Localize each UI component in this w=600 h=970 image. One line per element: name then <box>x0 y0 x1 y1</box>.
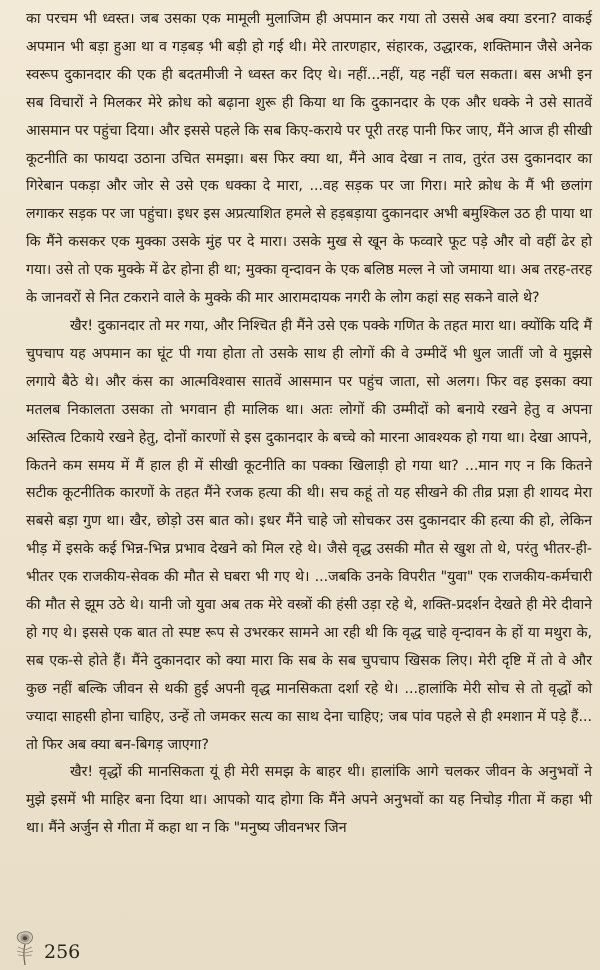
paragraph-1: का परचम भी ध्वस्त। जब उसका एक मामूली मुलाजिम ही अपमान कर गया तो उससे अब क्या डरना? वाकई अपमान भी बड़ा हुआ था व गड़बड़ भी बड़ी हो गई थी। मेरे तारणहार, संहारक, उद्धारक, शक्तिमान जैसे अनेक स्वरूप दुकानदार की एक ही बदतमीजी ने ध्वस्त कर दिए थे। नहीं...नहीं, यह नहीं चल सकता। बस अभी इन सब विचारों ने मिलकर मेरे क्रोध को बढ़ाना शुरू ही किया था कि दुकानदार के एक और धक्के ने उसे सातवें आसमान पर पहुंचा दिया। और इससे पहले कि सब किए-कराये पर पूरी तरह पानी फिर जाए, मैंने आज ही सीखी कूटनीति का फायदा उठाना उचित समझा। बस फिर क्या था, मैंने आव देखा न ताव, तुरंत उस दुकानदार का गिरेबान पकड़ा और जोर से उसे एक धक्का दे मारा, ...वह सड़क पर जा गिरा। मारे क्रोध के मैं भी छलांग लगाकर सड़क पर जा पहुंचा। इधर इस अप्रत्याशित हमले से हड़बड़ाया दुकानदार अभी बमुश्किल उठ ही पाया था कि मैंने कसकर एक मुक्का उसके मुंह पर दे मारा। उसके मुख से खून के फव्वारे फूट पड़े और वो वहीं ढेर हो गया। उसे तो एक मुक्के में ढेर होना ही था; मुक्का वृन्दावन के एक बलिष्ठ मल्ल ने जो जमाया था। अब तरह-तरह के जानवरों से नित टकराने वाले के मुक्के की मार आरामदायक नगरी के लोग कहां सह सकने वाले थे? <box>26 11 592 307</box>
paragraph-3: खैर! वृद्धों की मानसिकता यूं ही मेरी समझ के बाहर थी। हालांकि आगे चलकर जीवन के अनुभवों ने मुझे इसमें भी माहिर बना दिया था। आपको याद होगा कि मैंने अपने अनुभवों का यह निचोड़ गीता में कहा भी था। मैंने अर्जुन से गीता में कहा था न कि "मनुष्य जीवनभर जिन <box>26 764 592 837</box>
page-number: 256 <box>44 941 81 963</box>
page-footer <box>10 930 80 966</box>
peacock-feather-icon <box>10 930 40 966</box>
page-body-text <box>26 6 592 843</box>
paragraph-2: खैर! दुकानदार तो मर गया, और निश्चित ही मैंने उसे एक पक्के गणित के तहत मारा था। क्योंकि यदि मैं चुपचाप यह अपमान का घूंट पी गया होता तो उसके साथ ही लोगों की वे उम्मीदें भी धुल जातीं जो वे मुझसे लगाये बैठे थे। और कंस का आत्मविश्वास सातवें आसमान पर पहुंच जाता, सो अलग। फिर वह इसका क्या मतलब निकालता उसका तो भगवान ही मालिक था। अतः लोगों की उम्मीदों को बनाये रखने हेतु व अपना अस्तित्व टिकाये रखने हेतु, दोनों कारणों से इस दुकानदार के बच्चे को मारना आवश्यक हो गया था। देखा आपने, कितने कम समय में मैं हाल ही में सीखी कूटनीति का पक्का खिलाड़ी हो गया था? ...मान गए न कि कितने सटीक कूटनीतिक कारणों के तहत मैंने रजक हत्या की थी। सच कहूं तो यह सीखने की तीव्र प्रज्ञा ही शायद मेरा सबसे बड़ा गुण था। खैर, छोड़ो उस बात को। इधर मैंने चाहे जो सोचकर उस दुकानदार की हत्या की हो, लेकिन भीड़ में इसके कई भिन्न-भिन्न प्रभाव देखने को मिल रहे थे। जैसे वृद्ध उसकी मौत से खुश तो थे, परंतु भीतर-ही-भीतर एक राजकीय-सेवक की मौत से घबरा भी गए थे। ...जबकि उनके विपरीत "युवा" एक राजकीय-कर्मचारी की मौत से झूम उठे थे। यानी जो युवा अब तक मेरे वस्त्रों की हंसी उड़ा रहे थे, शक्ति-प्रदर्शन देखते ही मेरे दीवाने हो गए थे। इससे एक बात तो स्पष्ट रूप से उभरकर सामने आ रही थी कि वृद्ध चाहे वृन्दावन के हों या मथुरा के, सब एक-से होते हैं। मैंने दुकानदार को क्या मारा कि सब के सब चुपचाप खिसक लिए। मेरी दृष्टि में तो वे और कुछ नहीं बल्कि जीवन से थकी हुई अपनी वृद्ध मानसिकता दर्शा रहे थे। ...हालांकि मेरी सोच से तो वृद्धों को ज्यादा साहसी होना चाहिए, उन्हें तो जमकर सत्य का साथ देना चाहिए; जब पांव पहले से ही श्मशान में पड़े हैं... तो फिर अब क्या बन-बिगड़ जाएगा? <box>26 317 592 753</box>
